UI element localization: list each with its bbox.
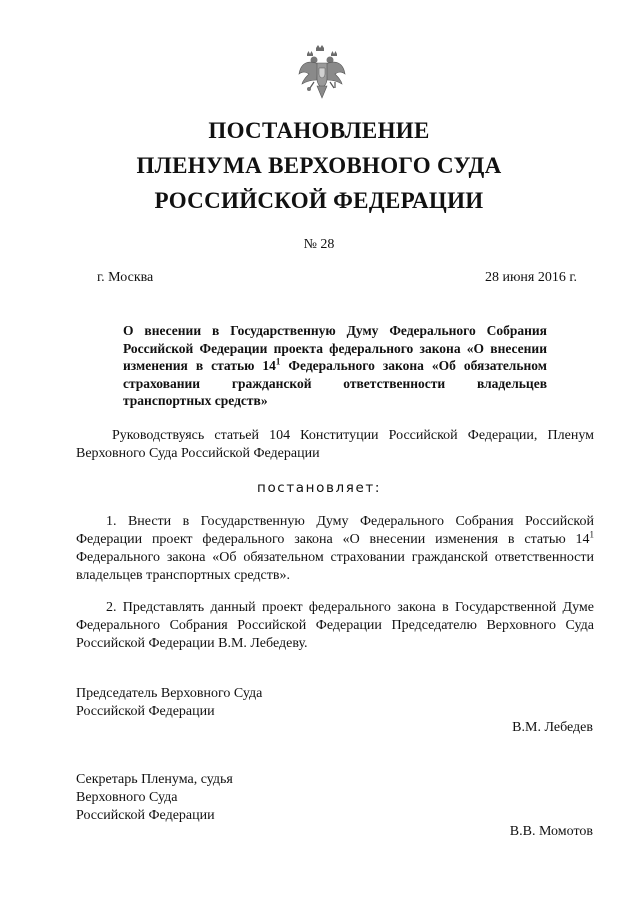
- document-number: № 28: [303, 237, 335, 252]
- secretary-signature-block: [76, 771, 233, 825]
- item-1-paragraph: [76, 513, 594, 585]
- document-date: 28 июня 2016 г.: [484, 270, 577, 285]
- chair-title-line-2: Российской Федерации: [76, 704, 215, 719]
- item-2-text: 2. Представлять данный проект федерального закона в Государственной Думе Федерального Собрания Российской Федерации Председателю Верховного Суда Российской Федерации В.М. Лебедеву.: [76, 600, 594, 651]
- document-title-line-1: ПОСТАНОВЛЕНИЕ: [208, 118, 430, 143]
- item-1-text-part-2: Федерального закона «Об обязательном страховании гражданской ответственности владельцев транспортных средств».: [76, 550, 594, 583]
- chair-title-line-1: Председатель Верховного Суда: [76, 686, 263, 701]
- item-2-paragraph: [76, 599, 594, 653]
- document-title-line-3: РОССИЙСКОЙ ФЕДЕРАЦИИ: [154, 188, 484, 213]
- intro-text: Руководствуясь статьей 104 Конституции Российской Федерации, Пленум Верховного Суда Российской Федерации: [76, 428, 594, 461]
- subject-text-part-2: Федерального закона «Об обязательном страховании гражданской ответственности владельцев транспортных средств»: [123, 358, 547, 408]
- item-1-superscript: 1: [589, 529, 594, 540]
- subject-text-part-1: О внесении в Государственную Думу Федерального Собрания Российской Федерации проекта федерального закона «О внесении изменения в статью 14: [123, 323, 547, 373]
- secretary-title-line-2: Верховного Суда: [76, 790, 178, 805]
- chair-signature-block: [76, 685, 262, 721]
- subject-superscript: 1: [275, 356, 281, 367]
- document-city: г. Москва: [97, 270, 154, 285]
- document-title-line-2: ПЛЕНУМА ВЕРХОВНОГО СУДА: [136, 153, 502, 178]
- intro-paragraph: [76, 427, 594, 463]
- document-subject: [123, 322, 547, 410]
- secretary-name: В.В. Момотов: [509, 824, 593, 839]
- chair-name: В.М. Лебедев: [512, 720, 593, 735]
- coat-of-arms-icon: [297, 44, 347, 100]
- secretary-title-line-1: Секретарь Пленума, судья: [76, 772, 233, 787]
- secretary-title-line-3: Российской Федерации: [76, 808, 215, 823]
- item-1-text-part-1: 1. Внести в Государственную Думу Федерального Собрания Российской Федерации проект федерального закона «О внесении изменения в статью 14: [76, 514, 594, 547]
- decree-word: постановляет:: [257, 480, 381, 496]
